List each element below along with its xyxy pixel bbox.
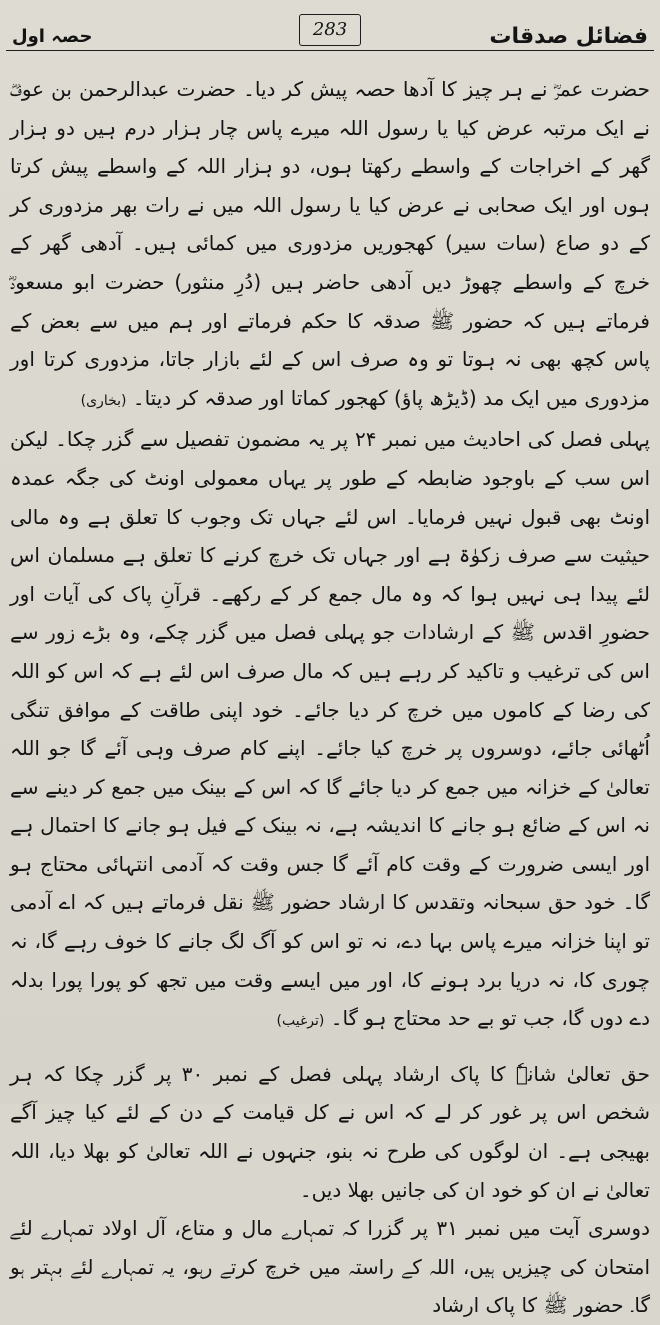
paragraph-text: پہلی فصل کی احادیث میں نمبر ۲۴ پر یہ مضمون تفصیل سے گزر چکا۔ لیکن اس سب کے باوجود ضابطہ کے طور پر یہاں معمولی اونٹ کی جگہ عمدہ اونٹ بھی قبول نہیں فرمایا۔ اس لئے جہاں تک وجوب کا تعلق ہے وہ مالی حیثیت سے صرف زکوٰۃ ہے اور جہاں تک خرچ کرنے کا تعلق ہے مسلمان اس لئے پیدا ہی نہیں ہوا کہ وہ مال جمع کر کے رکھے۔ قرآنِ پاک کی آیات اور حضورِ اقدس ﷺ کے ارشادات جو پہلی فصل میں گزر چکے، وہ بڑے زور سے اس کی ترغیب و تاکید کر رہے ہیں کہ مال صرف اس لئے ہے کہ اس کو اللہ کی رضا کے کاموں میں خرچ کر دیا جائے۔ خود اپنی طاقت کے موافق تنگی اُٹھائی جائے، دوسروں پر خرچ کیا جائے۔ اپنے کام صرف وہی آئے گا جو اللہ تعالیٰ کے خزانہ میں جمع کر دیا جائے گا کہ اس کے بینک میں جمع کر دینے سے نہ اس کے ضائع ہو جانے کا اندیشہ ہے، نہ بینک کے فیل ہو جانے کا احتمال ہے اور ایسی ضرورت کے وقت کام آئے گا جس وقت کہ آدمی انتہائی محتاج ہو گا۔ خود حق سبحانہ وتقدس کا ارشاد حضور ﷺ نقل فرماتے ہیں کہ اے آدمی تو اپنا خزانہ میرے پاس بہا دے، نہ تو اس کو آگ لگ جانے کا خوف رہے گا، نہ چوری کا، نہ دریا برد ہونے کا، اور میں ایسے وقت میں تجھ کو پورا پورا بدلہ دے دوں گا، جب تو بے حد محتاج ہو گا۔: [10, 427, 651, 1031]
volume-part: حصہ اول: [12, 26, 93, 47]
paragraph: [10, 1055, 650, 1209]
page-number: 283: [299, 14, 361, 46]
paragraph-text: دوسری آیت میں نمبر ۳۱ پر گزرا کہ تمہارے مال و متاع، آل اولاد تمہارے لئے امتحان کی چیزیں ہیں، اللہ کے راستہ میں خرچ کرتے رہو، یہ تمہارے لئے بہتر ہو گا۔ حضور ﷺ کا پاک ارشاد: [10, 1216, 650, 1318]
paragraph-text: حق تعالیٰ شانہٗ کا پاک ارشاد پہلی فصل کے نمبر ۳۰ پر گزر چکا کہ ہر شخص اس پر غور کر لے کہ اس نے کل قیامت کے دن کے لئے کیا چیز آگے بھیجی ہے۔ ان لوگوں کی طرح نہ بنو، جنہوں نے اللہ تعالیٰ کو بھلا دیا، اللہ تعالیٰ نے ان کو خود ان کی جانیں بھلا دیں۔: [10, 1061, 650, 1202]
book-title: فضائل صدقات: [489, 24, 648, 49]
paragraph: [10, 420, 650, 1041]
reference: (ترغیب): [276, 1013, 325, 1030]
page-body: [10, 70, 651, 1318]
paragraph: [10, 1209, 650, 1325]
paragraph-text: حضرت عمرؓ نے ہر چیز کا آدھا حصہ پیش کر دیا۔ حضرت عبدالرحمن بن عوفؓ نے ایک مرتبہ عرض کیا یا رسول اللہ میرے پاس چار ہزار درم ہیں دو ہزار گھر کے اخراجات کے واسطے رکھتا ہوں، دو ہزار اللہ کے واسطے پیش کرتا ہوں اور ایک صحابی نے عرض کیا یا رسول اللہ میں نے رات بھر مزدوری کر کے دو صاع (سات سیر) کھجوریں مزدوری میں کمائی ہیں۔ آدھی گھر کے خرچ کے واسطے چھوڑ دیں آدھی حاضر ہیں (دُرِ منثور) حضرت ابو مسعودؓ فرماتے ہیں کہ حضور ﷺ صدقہ کا حکم فرماتے اور ہم میں سے بعض کے پاس کچھ بھی نہ ہوتا تو وہ صرف اس کے لئے بازار جاتا، مزدوری کرتا اور مزدوری میں ایک مد (ڈیڑھ پاؤ) کھجور کماتا اور صدقہ کر دیتا۔: [10, 77, 650, 410]
reference: (بخاری): [80, 392, 127, 409]
paragraph: [10, 70, 650, 420]
header-divider: [6, 50, 654, 51]
